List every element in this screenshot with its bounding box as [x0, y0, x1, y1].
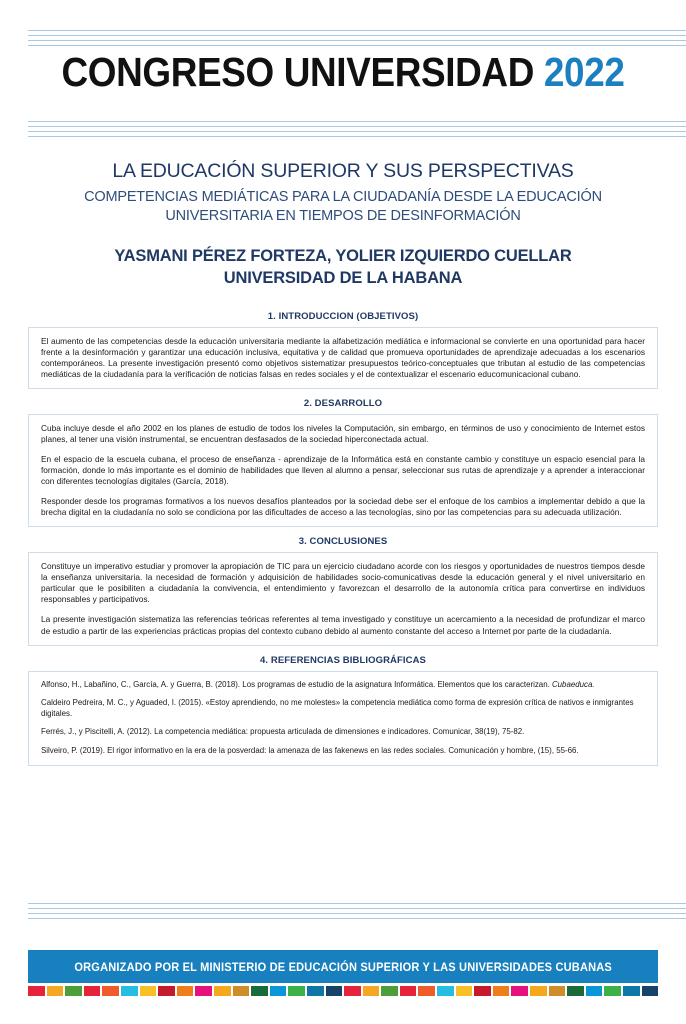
sdg-color-swatch — [307, 986, 324, 996]
footer-banner — [28, 950, 658, 983]
paragraph: La presente investigación sistematiza las referencias teóricas referentes al tema investigado y constituye un acercamiento a la necesidad de profundizar el marco de estudio a partir de las experiencias prácticas propias del contexto cubano debido al aumento constante del acceso a Internet por parte de la ciudadanía. — [41, 614, 645, 636]
decorative-rules-top — [28, 30, 686, 46]
section-box-referencias — [28, 671, 658, 766]
authors: YASMANI PÉREZ FORTEZA, YOLIER IZQUIERDO CUELLAR — [114, 246, 572, 265]
sdg-color-strip — [28, 986, 658, 996]
sdg-color-swatch — [381, 986, 398, 996]
rule-line — [28, 131, 686, 132]
rule-line — [28, 40, 686, 41]
masthead-title — [34, 49, 651, 95]
sdg-color-swatch — [511, 986, 528, 996]
rule-line — [28, 45, 686, 46]
sdg-color-swatch — [65, 986, 82, 996]
section-box-introduccion — [28, 327, 658, 389]
sdg-color-swatch — [251, 986, 268, 996]
sdg-color-swatch — [270, 986, 287, 996]
section-heading-conclusiones: 3. CONCLUSIONES — [298, 536, 388, 548]
sdg-color-swatch — [493, 986, 510, 996]
rule-line — [28, 903, 686, 904]
paragraph: Constituye un imperativo estudiar y promover la apropiación de TIC para un ejercicio ciudadano acorde con los riesgos y oportunidades de nuestros tiempos desde la enseñanza universitaria. la necesidad de formación y adquisición de habilidades socio-comunicativas desde la educación general y el nivel universitario en particular que le posibiliten a ciudadanía la convivencia, el entendimiento y favorezcan el desarrollo de la autonomía crítica para convertirse en individuos responsables y participativos. — [41, 561, 645, 605]
page-title: LA EDUCACIÓN SUPERIOR Y SUS PERSPECTIVAS — [112, 160, 574, 182]
reference-entry: Silveiro, P. (2019). El rigor informativo en la era de la posverdad: la amenaza de las fakenews en las redes sociales. Comunicación y hombre, (15), 55-66. — [41, 745, 579, 755]
sdg-color-swatch — [84, 986, 101, 996]
sdg-color-swatch — [233, 986, 250, 996]
sdg-color-swatch — [288, 986, 305, 996]
sdg-color-swatch — [214, 986, 231, 996]
section-heading-introduccion: 1. INTRODUCCION (OBJETIVOS) — [267, 311, 419, 322]
section-box-conclusiones — [28, 552, 658, 645]
rule-line — [28, 913, 686, 914]
sdg-color-swatch — [47, 986, 64, 996]
sdg-color-swatch — [642, 986, 659, 996]
paragraph: Responder desde los programas formativos a los nuevos desafíos planteados por la sociedad debe ser el enfoque de los cambios a implementar debido a que la brecha digital en la ciudadanía no solo se condiciona por las dificultades de acceso a las tecnologías, sino por las competencias para su adecuada utilización. — [41, 496, 645, 518]
page-subtitle — [48, 188, 638, 224]
affiliation: UNIVERSIDAD DE LA HABANA — [223, 268, 463, 287]
section-heading-referencias: 4. REFERENCIAS BIBLIOGRÁFICAS — [260, 654, 426, 666]
sdg-color-swatch — [158, 986, 175, 996]
footer-banner-text: ORGANIZADO POR EL MINISTERIO DE EDUCACIÓN SUPERIOR Y LAS UNIVERSIDADES CUBANAS — [74, 959, 612, 974]
rule-line — [28, 126, 686, 127]
rule-line — [28, 121, 686, 122]
sdg-color-swatch — [102, 986, 119, 996]
decorative-rules-bottom — [28, 903, 686, 919]
paragraph: En el espacio de la escuela cubana, el proceso de enseñanza - aprendizaje de la Informática está en constante cambio y constituye un espacio esencial para la formación, donde lo más importante es el dominio de habilidades que lleven al alumno a pensar, seleccionar sus rutas de aprendizaje y a aprender a interaccionar con diferentes tecnologías digitales (García, 2018). — [41, 454, 645, 487]
rule-line — [28, 908, 686, 909]
sdg-color-swatch — [567, 986, 584, 996]
reference-source-italic: Cubaeduca. — [551, 679, 595, 689]
rule-line — [28, 136, 686, 137]
sdg-color-swatch — [140, 986, 157, 996]
sdg-color-swatch — [363, 986, 380, 996]
sdg-color-swatch — [418, 986, 435, 996]
page-subtitle-line2: UNIVERSITARIA EN TIEMPOS DE DESINFORMACIÓN — [165, 207, 521, 224]
sdg-color-swatch — [474, 986, 491, 996]
reference-entry: Ferrés, J., y Piscitelli, A. (2012). La competencia mediática: propuesta articulada de dimensiones e indicadores. Comunicar, 38(19), 75-82. — [41, 727, 525, 737]
content-area — [28, 311, 658, 766]
sdg-color-swatch — [400, 986, 417, 996]
rule-line — [28, 35, 686, 36]
sdg-color-swatch — [437, 986, 454, 996]
section-box-desarrollo — [28, 414, 658, 527]
sdg-color-swatch — [623, 986, 640, 996]
reference-entry: Alfonso, H., Labañino, C., García, A. y Guerra, B. (2018). Los programas de estudio de la asignatura Informática. Elementos que los caracterizan. Cubaeduca. — [41, 679, 595, 689]
rule-line — [28, 918, 686, 919]
sdg-color-swatch — [326, 986, 343, 996]
sdg-color-swatch — [456, 986, 473, 996]
masthead — [0, 49, 686, 95]
sdg-color-swatch — [195, 986, 212, 996]
sdg-color-swatch — [604, 986, 621, 996]
reference-entry: Caldeiro Pedreira, M. C., y Aguaded, I. (2015). «Estoy aprendiendo, no me molestes» la competencia mediática como forma de expresión crítica de nativos e inmigrantes digitales. — [41, 698, 634, 718]
section-heading-desarrollo: 2. DESARROLLO — [303, 398, 383, 410]
rule-line — [28, 30, 686, 31]
page-subtitle-line1: COMPETENCIAS MEDIÁTICAS PARA LA CIUDADANÍA DESDE LA EDUCACIÓN — [84, 189, 602, 206]
decorative-rules-middle — [28, 121, 686, 137]
paragraph: Cuba incluye desde el año 2002 en los planes de estudio de todos los niveles la Computación, sin embargo, en términos de uso y conocimiento de Internet estos planes, al tener una visión instrumental, se encuentran desfasados de la sociedad hiperconectada actual. — [41, 423, 645, 445]
sdg-color-swatch — [549, 986, 566, 996]
sdg-color-swatch — [177, 986, 194, 996]
sdg-color-swatch — [28, 986, 45, 996]
masthead-title-year: 2022 — [543, 49, 625, 95]
title-block — [48, 160, 638, 289]
masthead-title-main: CONGRESO UNIVERSIDAD — [61, 49, 534, 95]
sdg-color-swatch — [530, 986, 547, 996]
sdg-color-swatch — [344, 986, 361, 996]
paragraph: El aumento de las competencias desde la educación universitaria mediante la alfabetización mediática e informacional se convierte en una oportunidad para hacer frente a la desinformación y garantizar una educación inclusiva, equitativa y de calidad que promueva oportunidades de aprendizaje adecuadas a los escenarios contemporáneos. La presente investigación presentó como objetivos sistematizar presupuestos teórico-conceptuales que tributan al estudio de las competencias mediáticas de la ciudadanía para la verificación de noticias falsas en redes sociales y el de contextualizar el escenario educomunicacional cubano. — [41, 336, 645, 380]
sdg-color-swatch — [586, 986, 603, 996]
sdg-color-swatch — [121, 986, 138, 996]
